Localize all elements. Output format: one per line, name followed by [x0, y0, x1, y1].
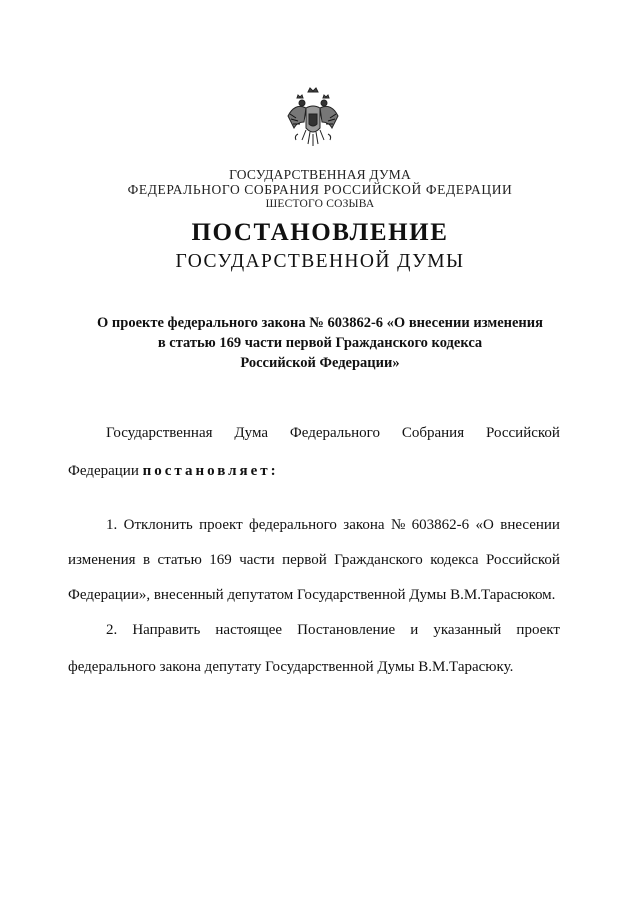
item1-word: внесении — [500, 517, 560, 533]
item1-word: проект — [199, 517, 243, 533]
item2-word: проект — [516, 622, 560, 638]
item2-word: 2. — [106, 622, 118, 638]
item1-word: «О — [475, 517, 494, 533]
item2-word: Постановление — [297, 622, 396, 638]
preamble-line-1 — [106, 425, 560, 442]
item2-word: Направить — [132, 622, 201, 638]
header-line-convocation: ШЕСТОГО СОЗЫВА — [265, 198, 375, 210]
about-line: Российской Федерации» — [240, 355, 400, 371]
resolves-word: постановляет: — [142, 463, 279, 479]
item2-line-2: федерального закона депутату Государственной Думы В.М.Тарасюку. — [68, 659, 514, 675]
item1-word: в — [142, 552, 151, 568]
item1-line-1 — [106, 517, 560, 534]
item1-word: Отклонить — [123, 517, 193, 533]
item2-word: и — [410, 622, 419, 638]
item1-word: закона — [343, 517, 385, 533]
header-line-assembly: ФЕДЕРАЛЬНОГО СОБРАНИЯ РОССИЙСКОЙ ФЕДЕРАЦИИ — [127, 182, 513, 197]
item1-word: изменения — [68, 552, 136, 568]
document-subtitle: ГОСУДАРСТВЕННОЙ ДУМЫ — [175, 251, 465, 272]
preamble-word: Дума — [234, 425, 269, 441]
item1-word: части — [239, 552, 275, 568]
preamble-word: Государственная — [106, 425, 213, 441]
item2-word: настоящее — [215, 622, 283, 638]
preamble-word: Собрания — [401, 425, 465, 441]
preamble-word: Российской — [486, 425, 560, 441]
header-line-duma: ГОСУДАРСТВЕННАЯ ДУМА — [229, 167, 411, 182]
item1-word: № — [390, 517, 406, 533]
preamble-word: Федерального — [289, 425, 380, 441]
preamble-text: Федерации — [68, 463, 139, 479]
item1-word: 603862-6 — [411, 517, 470, 533]
item1-word: первой — [282, 552, 327, 568]
item1-word: кодекса — [430, 552, 479, 568]
item1-word: статью — [157, 552, 202, 568]
coat-of-arms-emblem — [284, 84, 342, 154]
document-about-heading — [40, 313, 600, 373]
item1-line-2 — [68, 552, 560, 569]
item2-word: указанный — [433, 622, 502, 638]
item1-word: Гражданского — [334, 552, 423, 568]
item1-line-3: Федерации», внесенный депутатом Государственной Думы В.М.Тарасюком. — [68, 587, 556, 603]
item1-word: 169 — [209, 552, 232, 568]
item1-word: 1. — [106, 517, 118, 533]
about-line: О проекте федерального закона № 603862-6 «О внесении изменения — [97, 315, 543, 331]
item1-word: федерального — [249, 517, 337, 533]
document-title: ПОСТАНОВЛЕНИЕ — [191, 219, 449, 246]
about-line: в статью 169 части первой Гражданского кодекса — [157, 335, 483, 351]
item2-line-1 — [106, 622, 560, 639]
preamble-line-2 — [68, 463, 560, 480]
item1-word: Российской — [486, 552, 560, 568]
